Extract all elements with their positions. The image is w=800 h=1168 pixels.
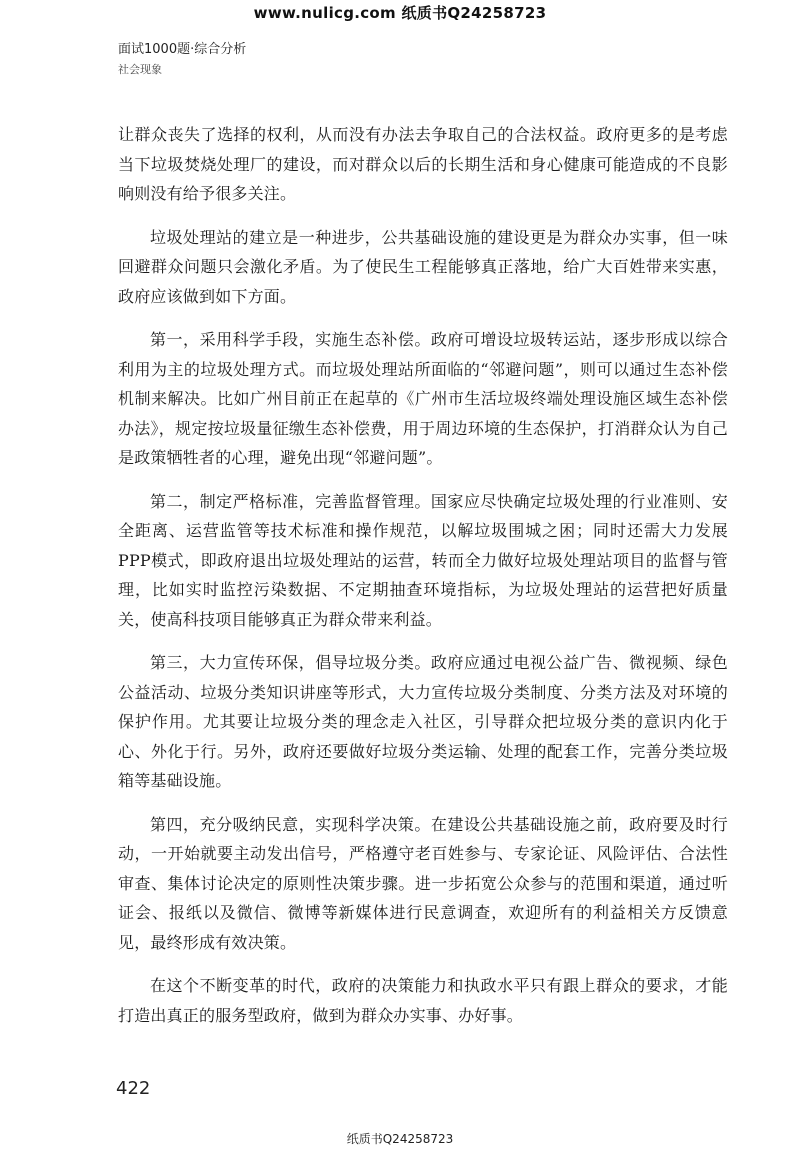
paragraph-continuation: 让群众丧失了选择的权利，从而没有办法去争取自己的合法权益。政府更多的是考虑当下垃圾焚烧处理厂的建设，而对群众以后的长期生活和身心健康可能造成的不良影响则没有给予很多关注。	[118, 125, 728, 203]
paragraph-conclusion: 在这个不断变革的时代，政府的决策能力和执政水平只有跟上群众的要求，才能打造出真正的服务型政府，做到为群众办实事、办好事。	[118, 976, 728, 1025]
book-title: 面试1000题·综合分析	[118, 42, 247, 57]
paragraph-intro: 垃圾处理站的建立是一种进步，公共基础设施的建设更是为群众办实事，但一味回避群众问题只会激化矛盾。为了使民生工程能够真正落地，给广大百姓带来实惠，政府应该做到如下方面。	[118, 227, 728, 306]
source-banner: www.nulicg.com 纸质书Q24258723	[253, 4, 547, 22]
paragraph-point-3: 第三，大力宣传环保，倡导垃圾分类。政府应通过电视公益广告、微视频、绿色公益活动、垃圾分类知识讲座等形式，大力宣传垃圾分类制度、分类方法及对环境的保护作用。尤其要让垃圾分类的理念走入社区，引导群众把垃圾分类的意识内化于心、外化于行。另外，政府还要做好垃圾分类运输、处理的配套工作，完善分类垃圾箱等基础设施。	[118, 653, 728, 790]
paragraph-point-4: 第四，充分吸纳民意，实现科学决策。在建设公共基础设施之前，政府要及时行动，一开始就要主动发出信号，严格遵守老百姓参与、专家论证、风险评估、合法性审查、集体讨论决定的原则性决策步骤。进一步拓宽公众参与的范围和渠道，通过听证会、报纸以及微信、微博等新媒体进行民意调查，欢迎所有的利益相关方反馈意见，最终形成有效决策。	[118, 814, 728, 952]
section-subtitle: 社会现象	[118, 63, 162, 76]
page-body	[118, 120, 728, 1044]
running-header	[118, 40, 246, 80]
paragraph-point-1: 第一，采用科学手段，实施生态补偿。政府可增设垃圾转运站，逐步形成以综合利用为主的垃圾处理方式。而垃圾处理站所面临的“邻避问题”，则可以通过生态补偿机制来解决。比如广州目前正在起草的《广州市生活垃圾终端处理设施区域生态补偿办法》，规定按垃圾量征缴生态补偿费，用于周边环境的生态保护，打消群众认为自己是政策牺牲者的心理，避免出现“邻避问题”。	[118, 330, 728, 467]
page-number: 422	[116, 1078, 151, 1099]
footer-watermark: 纸质书Q24258723	[346, 1132, 454, 1146]
paragraph-point-2: 第二，制定严格标准，完善监督管理。国家应尽快确定垃圾处理的行业准则、安全距离、运营监管等技术标准和操作规范，以解垃圾围城之困；同时还需大力发展PPP模式，即政府退出垃圾处理站的运营，转而全力做好垃圾处理站项目的监督与管理，比如实时监控污染数据、不定期抽查环境指标，为垃圾处理站的运营把好质量关，使高科技项目能够真正为群众带来利益。	[118, 491, 728, 629]
